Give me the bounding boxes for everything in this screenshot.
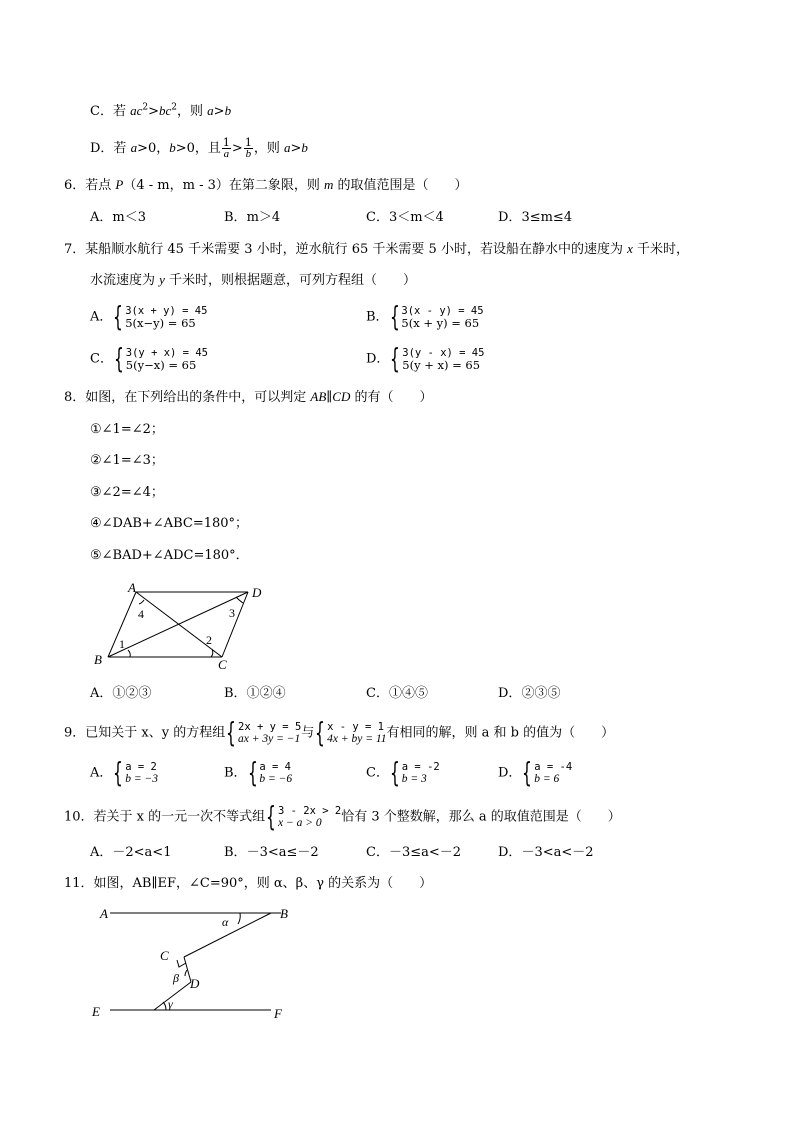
q8-option-a[interactable]: A．①②③ <box>90 686 152 701</box>
diagonal-bd <box>108 592 248 657</box>
angle-arc-2 <box>211 649 213 657</box>
label-angle-3: 3 <box>229 606 235 620</box>
label-f: F <box>274 1006 282 1021</box>
q9-option-a[interactable]: A． { a = 2 b = −3 <box>90 756 158 789</box>
label-angle-2: 2 <box>206 633 212 647</box>
q7-option-d[interactable]: D． { 3(y - x) = 45 5(y + x) = 65 <box>366 342 485 375</box>
label-angle-1: 1 <box>119 637 125 651</box>
q8-condition-2: ②∠1=∠3； <box>90 453 164 468</box>
label-d: D <box>252 585 262 600</box>
q7-stem-line1: 7．某船顺水航行 45 千米需要 3 小时，逆水航行 65 千米需要 5 小时，若设船在静水中的速度为 x 千米时， <box>64 241 690 257</box>
label-a: A <box>100 906 108 921</box>
q9-option-d[interactable]: D． { a = -4 b = 6 <box>498 756 573 789</box>
q10-option-d[interactable]: D．－3<a<－2 <box>498 845 594 860</box>
q6-option-d[interactable]: D．3≤m≤4 <box>498 210 573 225</box>
q10-option-c[interactable]: C．－3≤a<－2 <box>366 845 462 860</box>
q9-stem: 9．已知关于 x、y 的方程组 { 2x + y = 5 ax + 3y = −1 与 { x - y = 1 4x + by = 11 有相同的解，则 a 和 b 的值为（ ） <box>64 716 615 749</box>
q8-condition-3: ③∠2=∠4； <box>90 485 164 500</box>
fraction-1-over-b: $\frac{1}{b}$ <box>244 136 252 160</box>
q5-option-c: C．若 $ac^2>bc^2$，则 a>b <box>90 102 232 119</box>
label-c: C <box>218 657 227 672</box>
q8-condition-5: ⑤∠BAD+∠ADC=180°． <box>90 548 249 563</box>
label-a: A <box>128 580 136 595</box>
fraction-1-over-a: $\frac{1}{a}$ <box>222 136 230 160</box>
label-gamma: γ <box>168 997 173 1011</box>
q6-option-a[interactable]: A．m＜3 <box>90 210 146 225</box>
q8-option-b[interactable]: B．①②④ <box>224 686 286 701</box>
q10-stem: 10．若关于 x 的一元一次不等式组 { 3 - 2x > 2 x − a > 0 恰有 3 个整数解，那么 a 的取值范围是（ ） <box>64 800 621 833</box>
angle-arc-beta <box>185 970 187 976</box>
angle-arc-3 <box>236 597 243 603</box>
q5-option-d: D．若 a>0，b>0，且 $\frac{1}{a}$ > $\frac{1}{b}$ ，则 a>b <box>90 136 308 160</box>
q7-option-c[interactable]: C． { 3(y + x) = 45 5(y−x) = 65 <box>90 342 208 375</box>
q10-option-b[interactable]: B．－3<a≤－2 <box>224 845 319 860</box>
q7-option-b[interactable]: B． { 3(x - y) = 45 5(x + y) = 65 <box>366 300 484 333</box>
label-angle-4: 4 <box>138 607 144 621</box>
angle-arc-1 <box>128 650 130 657</box>
label-e: E <box>92 1004 100 1019</box>
label-b: B <box>94 652 102 667</box>
q11-stem: 11．如图，AB∥EF，∠C=90°，则 α、β、γ 的关系为（ ） <box>64 876 433 891</box>
q8-option-c[interactable]: C．①④⑤ <box>366 686 428 701</box>
q8-option-d[interactable]: D．②③⑤ <box>498 686 561 701</box>
q9-option-c[interactable]: C． { a = -2 b = 3 <box>366 756 440 789</box>
angle-arc-gamma <box>163 1002 166 1010</box>
q6-stem: 6．若点 P（4 - m，m - 3）在第二象限，则 m 的取值范围是（ ） <box>64 177 468 193</box>
q8-parallelogram-figure <box>86 580 276 672</box>
q8-stem: 8．如图，在下列给出的条件中，可以判定 AB∥CD 的有（ ） <box>64 389 433 405</box>
q6-option-b[interactable]: B．m＞4 <box>224 210 281 225</box>
q8-condition-1: ①∠1=∠2； <box>90 422 164 437</box>
q11-parallel-lines-figure <box>86 902 306 1026</box>
angle-arc-alpha <box>238 913 240 924</box>
q6-option-c[interactable]: C．3＜m＜4 <box>366 210 444 225</box>
q9-option-b[interactable]: B． { a = 4 b = −6 <box>224 756 293 789</box>
q10-option-a[interactable]: A．－2<a<1 <box>90 845 172 860</box>
angle-arc-4 <box>139 600 144 604</box>
label-b: B <box>280 906 288 921</box>
q7-option-a[interactable]: A． { 3(x + y) = 45 5(x−y) = 65 <box>90 300 208 333</box>
q7-stem-line2: 水流速度为 y 千米时，则根据题意，可列方程组（ ） <box>90 272 417 288</box>
label-alpha: α <box>222 915 229 929</box>
q8-condition-4: ④∠DAB+∠ABC=180°； <box>90 516 249 531</box>
label-d: D <box>190 976 200 991</box>
label-c: C <box>160 948 169 963</box>
label-beta: β <box>173 971 179 985</box>
